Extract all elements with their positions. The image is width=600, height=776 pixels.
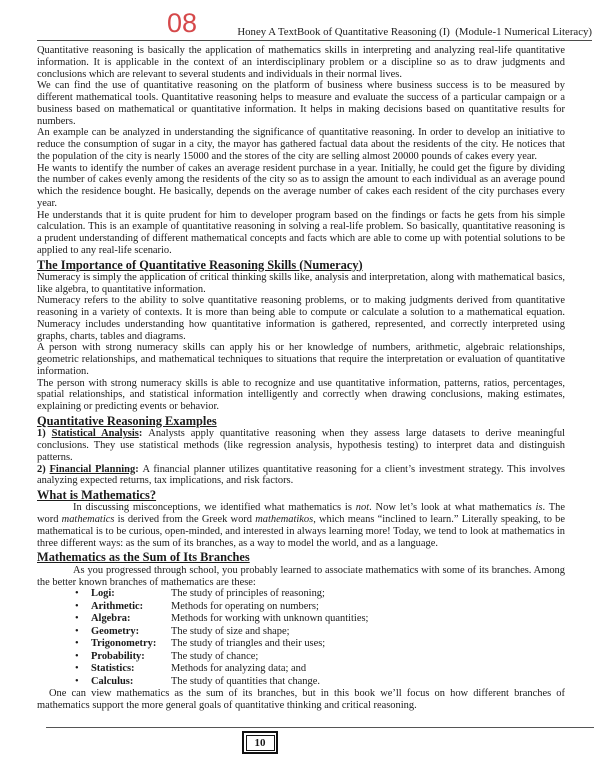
intro-paragraph-2: We can find the use of quantitative reasoning on the platform of business where business success is to be measured by different mathematical tools. Quantitative reasoning helps to measure and evaluate the success of a particular campaign or a business based on mathematical or quantitative information. It helps in making decisions based on quantitative results for numbers.	[37, 80, 565, 127]
branch-term: Algebra:	[91, 613, 131, 625]
bullet-icon: •	[75, 625, 79, 637]
bullet-icon: •	[75, 613, 79, 625]
branch-description: The study of size and shape;	[171, 625, 290, 637]
text-segment: is derived from the Greek word	[114, 514, 256, 526]
branch-term: Arithmetic:	[91, 600, 144, 612]
branch-term: Geometry:	[91, 625, 140, 637]
section-heading-importance: The Importance of Quantitative Reasoning Skills (Numeracy)	[37, 257, 363, 272]
bullet-icon: •	[75, 638, 79, 650]
bullet-icon: •	[75, 600, 79, 612]
text-segment: , which means “inclined to learn.” Literally speaking, to be mathematical is to be curious, open-minded, and interested in always learning more! Today, we tend to look at mathematics in three different ways: as the sum of its branches, as a way to model the world, and as a language.	[37, 514, 566, 549]
branch-term: Calculus:	[91, 675, 134, 687]
chapter-number: 08	[167, 8, 198, 38]
header-rule	[37, 40, 592, 41]
text-segment: . Now let’s look at what mathematics	[369, 502, 536, 514]
branch-description: Methods for operating on numbers;	[171, 600, 319, 612]
branches-intro-paragraph: As you progressed through school, you probably learned to associate mathematics with some of its branches. Among the better known branches of mathematics are these:	[37, 564, 565, 588]
branch-item-geometry	[37, 626, 565, 638]
bullet-icon: •	[75, 663, 79, 675]
intro-paragraph-3: An example can be analyzed in understanding the significance of quantitative reasoning. In order to develop an initiative to reduce the consumption of sugar in a city, the mayor has gathered factual data about the residents of the city. He notices that the population of the city is nearly 15000 and the stores of the city are selling almost 20000 pounds of cakes every year.	[37, 127, 565, 162]
example-term: Financial Planning	[49, 463, 136, 475]
bullet-icon: •	[75, 588, 79, 600]
branch-item-algebra	[37, 613, 565, 625]
section-heading-examples: Quantitative Reasoning Examples	[37, 413, 217, 428]
italic-segment: mathematics	[61, 514, 115, 526]
example-term: Statistical Analysis	[51, 428, 139, 440]
intro-paragraph-1: Quantitative reasoning is basically the application of mathematics skills in interpreting and analyzing real-life quantitative information. It is applicable in the context of an interdisciplinary problem or a discipline so as to draw judgments and conclusions which are relevant to several students and individuals in their normal lives.	[37, 45, 565, 80]
example-text: A financial planner utilizes quantitative reasoning for a client’s investment strategy. This involves analyzing expected returns, tax implications, and risk factors.	[37, 463, 565, 487]
example-item-2	[37, 464, 565, 488]
importance-paragraph-3: A person with strong numeracy skills can apply his or her knowledge of numbers, arithmetic, algebraic relationships, geometric relationships, and mathematical techniques to situations that require the interpretation or evaluation of quantitative information.	[37, 342, 565, 377]
intro-paragraph-4: He wants to identify the number of cakes an average resident purchase in a year. Initially, he could get the figure by dividing the number of cakes evenly among the residents of the city so as to assign the amount to each individual as an average pound which the residence bought. He basically, depends on the average number of cakes each resident of the city purchases every year.	[37, 162, 565, 209]
italic-segment: is	[535, 502, 543, 514]
example-number: 2)	[37, 463, 50, 475]
importance-paragraph-4: The person with strong numeracy skills is able to recognize and use quantitative information, patterns, ratios, percentages, spatial relationships, and statistical information intelligently and correctly when drawing conclusions, making estimates, explaining or predicting events or behavior.	[37, 377, 565, 413]
branch-description: The study of chance;	[171, 650, 259, 662]
branch-item-trigonometry	[37, 638, 565, 650]
text-segment: . The word	[37, 502, 565, 526]
branches-outro-paragraph: One can view mathematics as the sum of its branches, but in this book we’ll focus on how different branches of mathematics support the more general goals of quantitative thinking and critical reasoning.	[37, 688, 565, 711]
example-separator: :	[135, 463, 143, 475]
branch-item-statistics	[37, 663, 565, 675]
italic-segment: mathematikos	[255, 514, 314, 526]
example-number: 1)	[37, 428, 52, 440]
example-text: Analysts apply quantitative reasoning when they assess large datasets to derive meaningful conclusions. They use statistical methods (like regression analysis, hypothesis testing) to interpret data and distinguish patterns.	[37, 428, 565, 463]
page-number: 10	[246, 735, 275, 751]
page-number-box	[242, 731, 278, 754]
branch-description: The study of triangles and their uses;	[171, 638, 326, 650]
page-body	[37, 45, 565, 712]
what-is-math-paragraph	[37, 502, 565, 549]
text-segment: In discussing misconceptions, we identified what mathematics is	[73, 502, 356, 514]
section-heading-what-is-math: What is Mathematics?	[37, 488, 157, 503]
footer-rule	[46, 727, 594, 728]
branch-description: The study of principles of reasoning;	[171, 588, 325, 600]
branch-item-calculus	[37, 676, 565, 688]
section-heading-branches: Mathematics as the Sum of Its Branches	[37, 550, 250, 565]
branch-item-arithmetic	[37, 601, 565, 613]
importance-paragraph-1: Numeracy is simply the application of critical thinking skills like, analysis and interpretation, along with mathematical basics, like algebra, to quantitative information.	[37, 271, 565, 295]
bullet-icon: •	[75, 650, 79, 662]
importance-paragraph-2: Numeracy refers to the ability to solve quantitative reasoning problems, or to making judgments derived from quantitative reasoning in a variety of contexts. It is more than being able to compute or calculate a solution to a mathematical equation. Numeracy includes understanding how quantitative information is gathered, represented, and correctly interpreted using graphs, charts, tables and diagrams.	[37, 295, 565, 342]
example-separator: :	[138, 428, 149, 440]
header-title: Honey A TextBook of Quantitative Reasoning (I) (Module-1 Numerical Literacy)	[237, 26, 592, 38]
branch-description: Methods for working with unknown quantities;	[171, 613, 369, 625]
branch-term: Logi:	[91, 588, 115, 600]
branch-item-logic	[37, 588, 565, 600]
intro-paragraph-5: He understands that it is quite prudent for him to developer program based on the findings or facts he gets from his simple calculation. This is an example of quantitative reasoning in solving a real-life problem. So basically, quantitative reasoning is a prudent understanding of different mathematical concepts and facts which are able to come up with potential solutions to be applied to any real-life scenario.	[37, 209, 565, 256]
branch-term: Statistics:	[91, 663, 135, 675]
branch-term: Trigonometry:	[91, 638, 157, 650]
branch-description: The study of quantities that change.	[171, 675, 320, 687]
branch-item-probability	[37, 651, 565, 663]
branch-term: Probability:	[91, 650, 145, 662]
branch-description: Methods for analyzing data; and	[171, 663, 307, 675]
bullet-icon: •	[75, 675, 79, 687]
italic-segment: not	[355, 502, 370, 514]
example-item-1	[37, 428, 565, 463]
